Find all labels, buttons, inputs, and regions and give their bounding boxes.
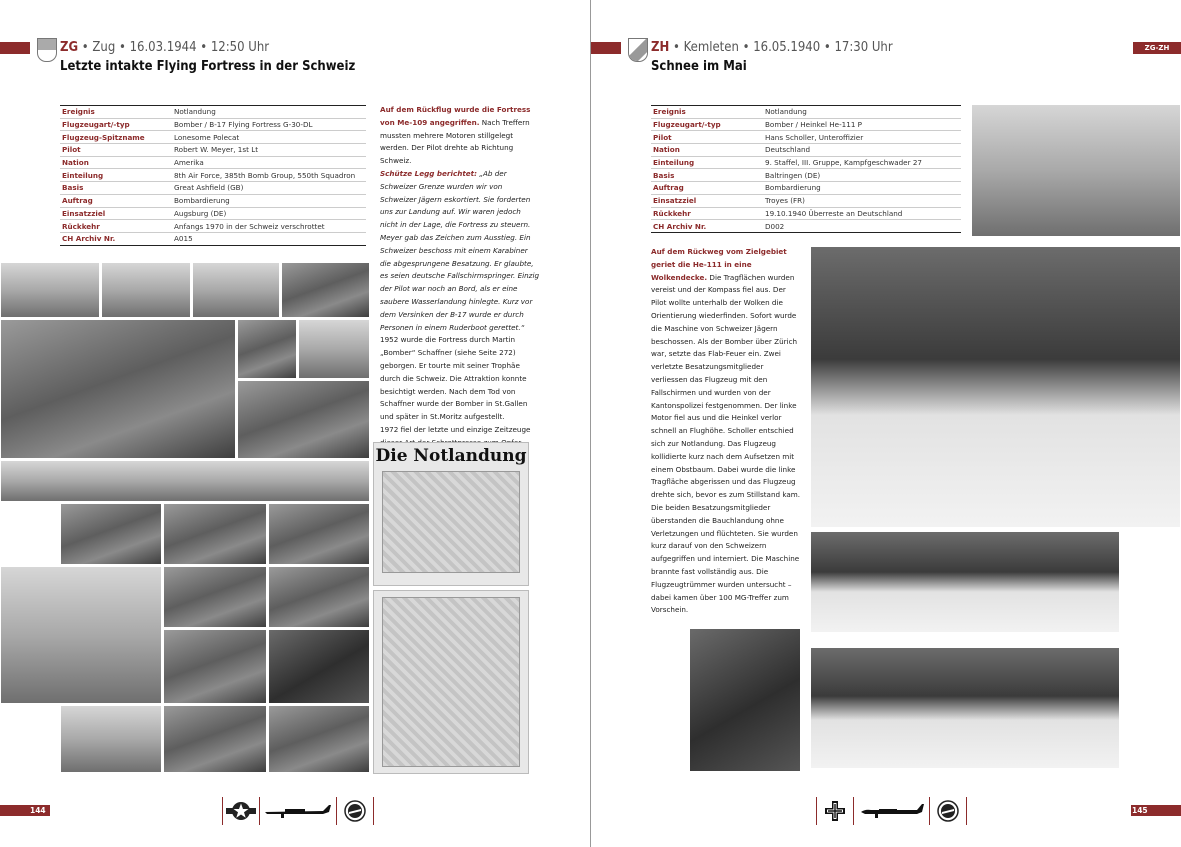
zurich-crest-icon xyxy=(628,38,648,62)
facts-row xyxy=(60,131,366,144)
facts-value: 9. Staffel, III. Gruppe, Kampfgeschwader 27 xyxy=(763,156,961,169)
facts-label: Rückkehr xyxy=(60,220,172,233)
facts-table xyxy=(60,105,366,246)
facts-label: Auftrag xyxy=(651,182,763,195)
article-text xyxy=(651,246,801,617)
facts-row xyxy=(651,156,961,169)
facts-row xyxy=(651,118,961,131)
photo-b17-lake xyxy=(0,262,100,318)
facts-row xyxy=(60,156,366,169)
newspaper-title: Die Notlandung xyxy=(375,446,527,466)
facts-row xyxy=(651,194,961,207)
location-date: • Kemleten • 16.05.1940 • 17:30 Uhr xyxy=(669,40,893,55)
photo-b17-fuselage xyxy=(268,503,370,565)
photo-b17-salvage xyxy=(101,262,191,318)
facts-label: Flugzeugart/-typ xyxy=(651,118,763,131)
photo-mountain-display xyxy=(60,705,162,773)
photo-b17-crane xyxy=(192,262,280,318)
facts-label: Nation xyxy=(60,156,172,169)
location-date: • Zug • 16.03.1944 • 12:50 Uhr xyxy=(78,40,270,55)
facts-row xyxy=(651,131,961,144)
facts-row xyxy=(651,182,961,195)
facts-label: Einsatzziel xyxy=(60,207,172,220)
facts-row xyxy=(651,169,961,182)
facts-value: Bombardierung xyxy=(172,194,366,207)
facts-value: Troyes (FR) xyxy=(763,194,961,207)
photo-crash-field xyxy=(810,647,1120,769)
facts-label: Einsatzziel xyxy=(651,194,763,207)
facts-value: A015 xyxy=(172,232,366,245)
canton-code: ZG xyxy=(60,40,79,55)
facts-row xyxy=(60,144,366,157)
facts-row xyxy=(60,194,366,207)
newspaper-clipping-2 xyxy=(373,590,529,774)
facts-label: Auftrag xyxy=(60,194,172,207)
header-accent-bar xyxy=(591,42,621,54)
facts-label: Ereignis xyxy=(651,106,763,119)
facts-value: Hans Scholler, Unteroffizier xyxy=(763,131,961,144)
photo-he111-tail-snow xyxy=(810,246,1181,528)
facts-value: 19.10.1940 Überreste an Deutschland xyxy=(763,207,961,220)
facts-value: Notlandung xyxy=(172,106,366,119)
quote-attribution: Schütze Legg berichtet: xyxy=(380,168,477,178)
balkenkreuz-icon xyxy=(816,797,854,825)
photo-b17-crowd xyxy=(268,705,370,773)
facts-row xyxy=(60,207,366,220)
photo-b17-alps xyxy=(163,705,267,773)
facts-value: Bomber / B-17 Flying Fortress G-30-DL xyxy=(172,118,366,131)
photo-he111-rudder xyxy=(689,628,801,772)
facts-value: Augsburg (DE) xyxy=(172,207,366,220)
left-page xyxy=(0,0,590,847)
squadron-emblem-icon xyxy=(336,797,374,825)
photo-gravel-ground xyxy=(0,460,370,502)
photo-b17-display xyxy=(237,380,370,459)
facts-value: Baltringen (DE) xyxy=(763,169,961,182)
photo-b17-yard xyxy=(163,503,267,565)
facts-row xyxy=(60,118,366,131)
facts-value: Anfangs 1970 in der Schweiz verschrottet xyxy=(172,220,366,233)
photo-group-portrait xyxy=(237,319,297,379)
facts-row xyxy=(651,106,961,119)
facts-label: Pilot xyxy=(651,131,763,144)
facts-row xyxy=(651,220,961,233)
facts-value: Robert W. Meyer, 1st Lt xyxy=(172,144,366,157)
facts-value: Amerika xyxy=(172,156,366,169)
photo-b17-nose xyxy=(163,566,267,628)
newspaper-cartoon xyxy=(382,471,520,573)
facts-row xyxy=(60,169,366,182)
photo-b17-town xyxy=(281,262,370,318)
header-line xyxy=(60,40,269,55)
facts-row xyxy=(60,106,366,119)
lead-rest: Nach Treffern mussten mehrere Motoren stillgelegt werden. Der Pilot drehte ab Richtung Schweiz. xyxy=(380,117,530,166)
photo-he111-crash-site xyxy=(810,531,1120,633)
usaf-roundel-icon xyxy=(222,797,260,825)
facts-label: CH Archiv Nr. xyxy=(651,220,763,233)
section-tag: ZG-ZH xyxy=(1133,42,1181,54)
facts-label: Pilot xyxy=(60,144,172,157)
photo-lonesome-polecat-nose xyxy=(163,629,267,704)
facts-label: Basis xyxy=(60,182,172,195)
facts-value: Lonesome Polecat xyxy=(172,131,366,144)
photo-b17-transport xyxy=(268,629,370,704)
lead-rest: Die Tragflächen wurden vereist und der Kompass fiel aus. Der Pilot wollte unterhalb der Wolken die Orientierung wiederfinden. Sofort wurde die Maschine von Schweizer Jägern beschossen. Als der Bomber über Zürich war, setzte das Flab-Feuer ein. Zwei verletzte Besatzungsmitglieder verliessen das Flugzeug mit den Fallschirmen und wurden von der Kantonspolizei festgenommen. Der linke Motor fiel aus und die Heinkel verlor schnell an Flughöhe. Scholler entschied sich zur Notlandung. Das Flugzeug kollidierte kurz nach dem Aufsetzen mit einem Obstbaum. Dabei wurde die linke Tragfläche abgerissen und das Flugzeug drehte sich, bevor es zum Stillstand kam. Die beiden Besatzungsmitglieder überstanden die Bauchlandung ohne Verletzungen und flüchteten. Sie wurden kurz darauf von den Schweizern aufgegriffen und interniert. Die Maschine brannte fast vollständig aus. Die Flugzeugtrümmer wurden untersucht – dabei kamen über 100 MG-Treffer zum Vorschein. xyxy=(651,272,801,615)
facts-label: Einteilung xyxy=(651,156,763,169)
lead-sentence: Auf dem Rückweg vom Zielgebiet geriet die He-111 in eine Wolkendecke. xyxy=(651,247,787,282)
right-page xyxy=(591,0,1181,847)
facts-label: Flugzeugart/-typ xyxy=(60,118,172,131)
newspaper-cartoon-2 xyxy=(382,597,520,767)
photo-b17-trailer xyxy=(60,503,162,565)
photo-b17-tail xyxy=(298,319,370,379)
header-line xyxy=(651,40,893,55)
page-subtitle: Letzte intakte Flying Fortress in der Schweiz xyxy=(60,59,356,74)
canton-code: ZH xyxy=(651,40,670,55)
facts-table xyxy=(651,105,961,233)
photo-b17-crew xyxy=(0,319,236,459)
facts-row xyxy=(60,232,366,245)
lead-sentence: Auf dem Rückflug wurde die Fortress von Me-109 angegriffen. xyxy=(380,105,531,127)
facts-label: Einteilung xyxy=(60,169,172,182)
he111-silhouette-icon xyxy=(857,797,927,825)
b17-silhouette-icon xyxy=(262,797,334,825)
facts-value: 8th Air Force, 385th Bomb Group, 550th Squadron xyxy=(172,169,366,182)
facts-row xyxy=(60,220,366,233)
facts-label: CH Archiv Nr. xyxy=(60,232,172,245)
newspaper-clipping xyxy=(373,442,529,586)
history-paragraph: 1952 wurde die Fortress durch Martin „Bomber“ Schaffner (siehe Seite 272) geborgen. Er tourte mit seiner Trophäe durch die Schweiz. Die Attraktion konnte besichtigt werden. Nach dem Tod von Schaffner wurde der Bomber in St.Gallen und später in St.Moritz aufgestellt. xyxy=(380,335,528,422)
photo-b17-wreck xyxy=(0,566,162,704)
closing-paragraph: 1972 fiel der letzte und einzige Zeitzeuge xyxy=(380,424,531,434)
facts-label: Nation xyxy=(651,144,763,157)
facts-value: Bomber / Heinkel He-111 P xyxy=(763,118,961,131)
facts-value: Bombardierung xyxy=(763,182,961,195)
article-text xyxy=(380,104,540,450)
header-accent-bar xyxy=(0,42,30,54)
photo-b17-engines xyxy=(268,566,370,628)
page-subtitle: Schnee im Mai xyxy=(651,59,747,74)
photo-he111-wreck-top xyxy=(971,104,1181,237)
page-number: 144 xyxy=(30,806,46,815)
page-number: 145 xyxy=(1132,806,1148,815)
facts-value: Great Ashfield (GB) xyxy=(172,182,366,195)
zug-crest-icon xyxy=(37,38,57,62)
facts-label: Flugzeug-Spitzname xyxy=(60,131,172,144)
facts-value: D002 xyxy=(763,220,961,233)
facts-value: Deutschland xyxy=(763,144,961,157)
witness-quote: „Ab der Schweizer Grenze wurden wir von Schweizer Jägern eskortiert. Sie forderten uns zur Landung auf. Wir waren jedoch nicht in der Lage, die Fortress zu steuern. Meyer gab das Zeichen zum Ausstieg. Ein Schweizer beschoss mit einem Karabiner die abgesprungene Besatzung. Er glaubte, es seien deutsche Fallschirmspringer. Einzig der Pilot war noch an Bord, als er eine saubere Wasserlandung hinlegte. Kurz vor dem Versinken der B-17 wurde er durch Personen in einem Ruderboot gerettet.“ xyxy=(380,168,540,332)
facts-label: Ereignis xyxy=(60,106,172,119)
facts-value: Notlandung xyxy=(763,106,961,119)
facts-label: Basis xyxy=(651,169,763,182)
facts-row xyxy=(60,182,366,195)
facts-label: Rückkehr xyxy=(651,207,763,220)
facts-row xyxy=(651,207,961,220)
facts-row xyxy=(651,144,961,157)
squadron-emblem-icon xyxy=(929,797,967,825)
